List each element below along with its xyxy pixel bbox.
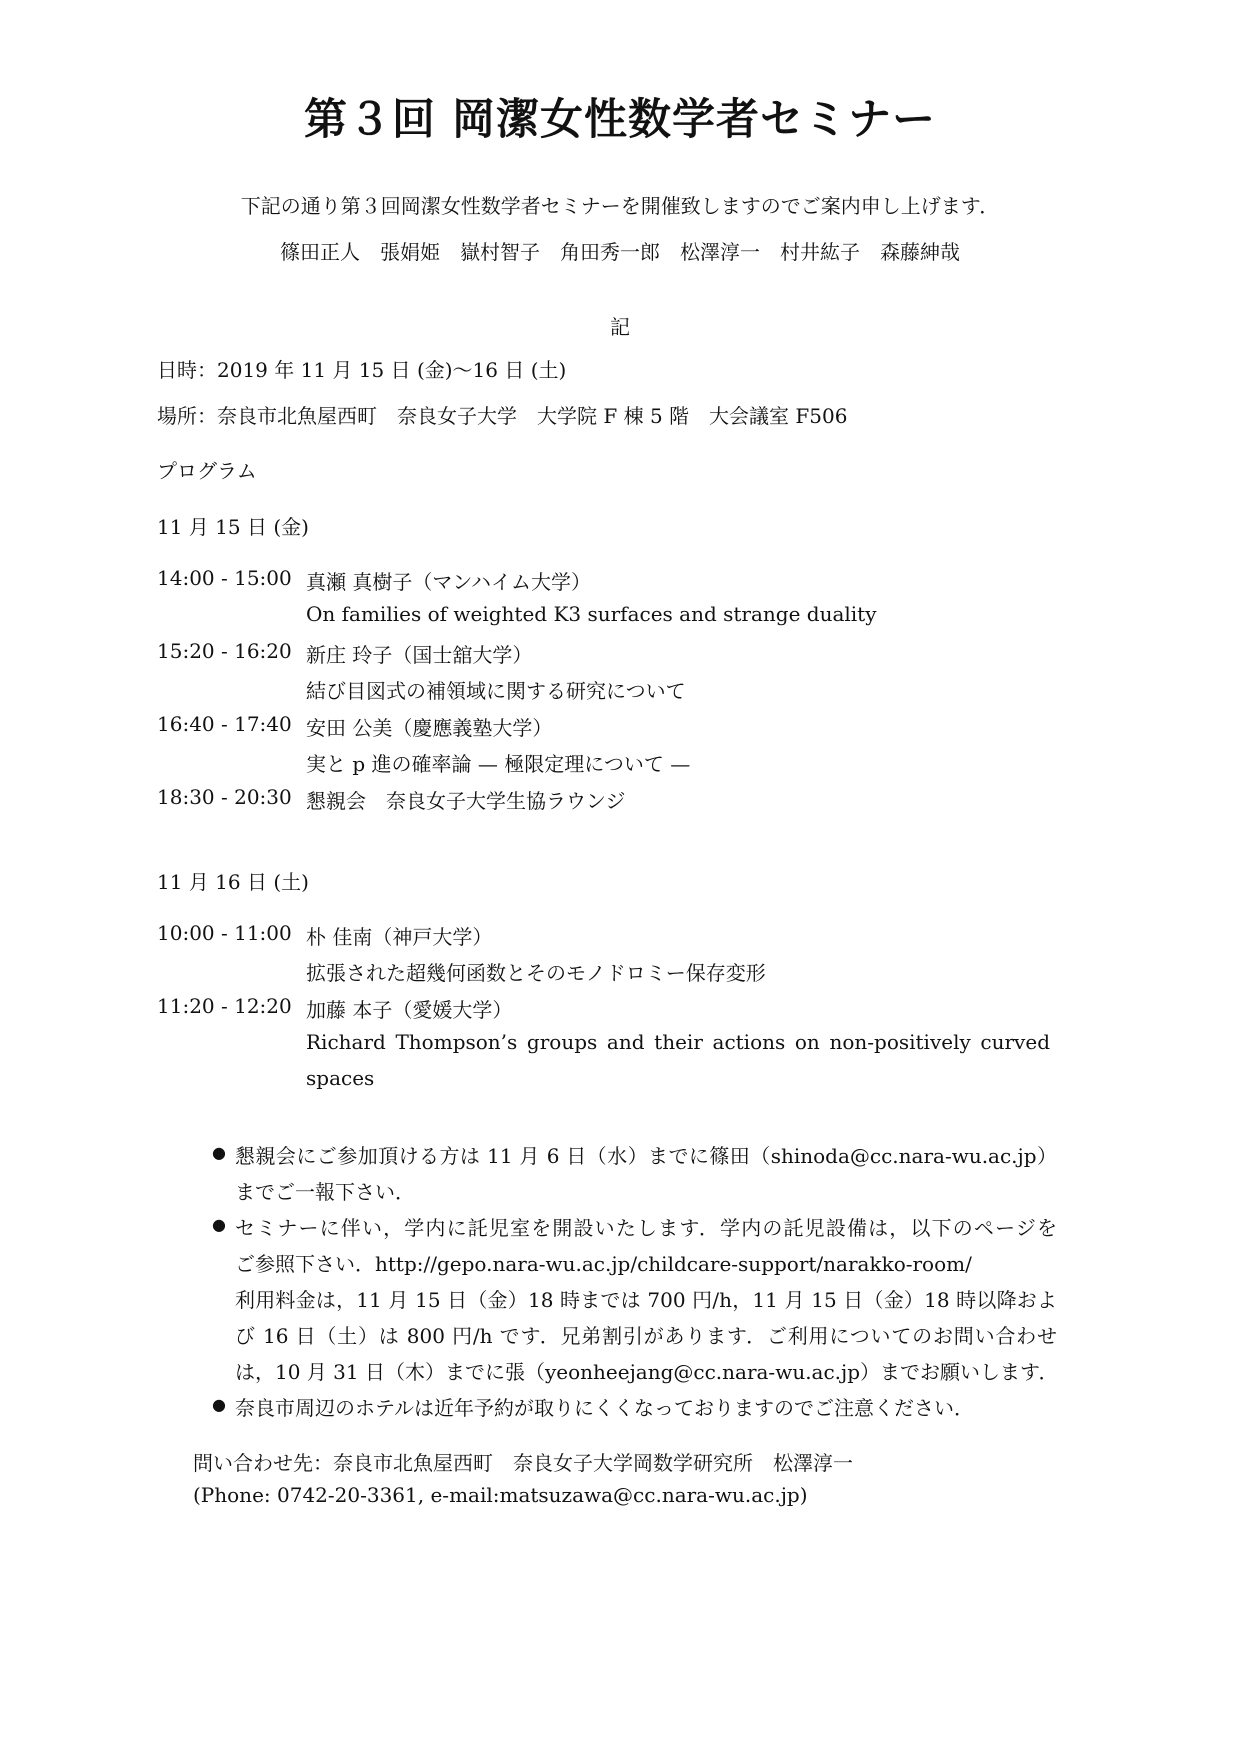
- bullet-icon: ●: [212, 1143, 226, 1162]
- bullet-icon: ●: [212, 1395, 226, 1414]
- note-reception: 懇親会にご参加頂ける方は 11 月 6 日（水）までに篠田（shinoda@cc.nara-wu.ac.jp）: [235, 1144, 1057, 1168]
- session-topic: 結び目図式の補領域に関する研究について: [306, 679, 686, 703]
- contact-phone-email: (Phone: 0742-20-3361, e-mail:matsuzawa@cc.nara-wu.ac.jp): [193, 1483, 808, 1507]
- organizers: 篠田正人 張娟姫 嶽村智子 角田秀一郎 松澤淳一 村井紘子 森藤紳哉: [280, 240, 960, 264]
- datetime: 日時：2019 年 11 月 15 日 (金)〜16 日 (土): [157, 358, 567, 382]
- note-childcare-fee-continued: び 16 日（土）は 800 円/h です．兄弟割引があります．ご利用についてのお問い合わせ: [235, 1324, 1057, 1348]
- session-speaker: 加藤 本子（愛媛大学）: [306, 998, 513, 1022]
- session-speaker: 朴 佳南（神戸大学）: [306, 925, 493, 949]
- intro-text: 下記の通り第３回岡潔女性数学者セミナーを開催致しますのでご案内申し上げます．: [240, 194, 1000, 218]
- note-childcare-contact: は，10 月 31 日（木）までに張（yeonheejang@cc.nara-wu.ac.jp）までお願いします．: [235, 1360, 1059, 1384]
- note-childcare: セミナーに伴い，学内に託児室を開設いたします．学内の託児設備は，以下のページを: [235, 1216, 1057, 1240]
- page-title: 第３回 岡潔女性数学者セミナー: [304, 95, 936, 145]
- session-time: 15:20 - 16:20: [157, 639, 292, 663]
- session-topic-continued: spaces: [306, 1066, 375, 1090]
- note-childcare-link[interactable]: ご参照下さい．http://gepo.nara-wu.ac.jp/childcare-support/narakko-room/: [235, 1252, 972, 1276]
- note-hotels: 奈良市周辺のホテルは近年予約が取りにくくなっておりますのでご注意ください．: [235, 1396, 974, 1420]
- venue: 場所：奈良市北魚屋西町 奈良女子大学 大学院 F 棟 5 階 大会議室 F506: [157, 404, 848, 428]
- session-time: 18:30 - 20:30: [157, 785, 292, 809]
- session-time: 10:00 - 11:00: [157, 921, 292, 945]
- note-childcare-fee: 利用料金は，11 月 15 日（金）18 時までは 700 円/h，11 月 15 日（金）18 時以降およ: [235, 1288, 1057, 1312]
- day2-heading: 11 月 16 日 (土): [157, 870, 309, 894]
- session-speaker: 新庄 玲子（国士舘大学）: [306, 643, 533, 667]
- session-speaker: 安田 公美（慶應義塾大学）: [306, 716, 553, 740]
- session-topic: Richard Thompson’s groups and their actions on non-positively curved: [306, 1030, 1050, 1054]
- note-reception-continued: までご一報下さい．: [235, 1180, 415, 1204]
- session-topic: 実と p 進の確率論 — 極限定理について —: [306, 752, 691, 776]
- session-time: 16:40 - 17:40: [157, 712, 292, 736]
- contact-info: 問い合わせ先：奈良市北魚屋西町 奈良女子大学岡数学研究所 松澤淳一: [193, 1451, 853, 1475]
- bullet-icon: ●: [212, 1215, 226, 1234]
- session-topic: On families of weighted K3 surfaces and strange duality: [306, 602, 877, 626]
- reception-info: 懇親会 奈良女子大学生協ラウンジ: [306, 789, 626, 813]
- session-time: 11:20 - 12:20: [157, 994, 292, 1018]
- session-time: 14:00 - 15:00: [157, 566, 292, 590]
- ki-heading: 記: [610, 315, 630, 339]
- program-label: プログラム: [157, 459, 257, 483]
- session-topic: 拡張された超幾何函数とそのモノドロミー保存変形: [306, 961, 766, 985]
- day1-heading: 11 月 15 日 (金): [157, 515, 309, 539]
- session-speaker: 真瀬 真樹子（マンハイム大学）: [306, 570, 591, 594]
